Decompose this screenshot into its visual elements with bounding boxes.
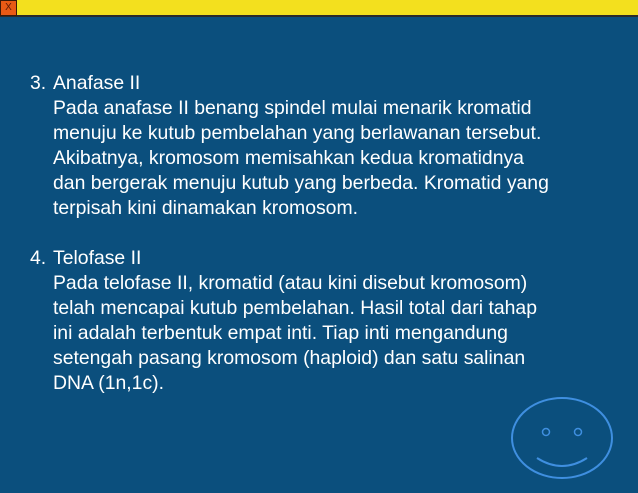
- section-telofase-ii: [30, 246, 620, 396]
- section-number: 3.: [30, 72, 47, 94]
- section-line: dan bergerak menuju kutub yang berbeda. Kromatid yang: [53, 172, 549, 194]
- section-line: Pada telofase II, kromatid (atau kini disebut kromosom): [53, 272, 528, 294]
- section-title: Anafase II: [53, 72, 141, 94]
- slide-content: [30, 71, 620, 396]
- section-body: [53, 246, 620, 396]
- top-bar: [0, 0, 638, 17]
- section-body: [53, 71, 620, 221]
- section-line: Akibatnya, kromosom memisahkan kedua kromatidnya: [53, 147, 524, 169]
- section-line: setengah pasang kromosom (haploid) dan satu salinan: [53, 347, 526, 369]
- section-line: DNA (1n,1c).: [53, 372, 164, 394]
- section-line: Pada anafase II benang spindel mulai menarik kromatid: [53, 97, 532, 119]
- section-line: telah mencapai kutub pembelahan. Hasil total dari tahap: [53, 297, 537, 319]
- section-anafase-ii: [30, 71, 620, 221]
- section-number: 4.: [30, 247, 47, 269]
- close-button[interactable]: X: [0, 0, 17, 16]
- section-line: terpisah kini dinamakan kromosom.: [53, 197, 358, 219]
- section-title: Telofase II: [53, 247, 142, 269]
- smiley-face-icon: [510, 396, 614, 480]
- section-line: ini adalah terbentuk empat inti. Tiap inti mengandung: [53, 322, 508, 344]
- section-line: menuju ke kutub pembelahan yang berlawanan tersebut.: [53, 122, 542, 144]
